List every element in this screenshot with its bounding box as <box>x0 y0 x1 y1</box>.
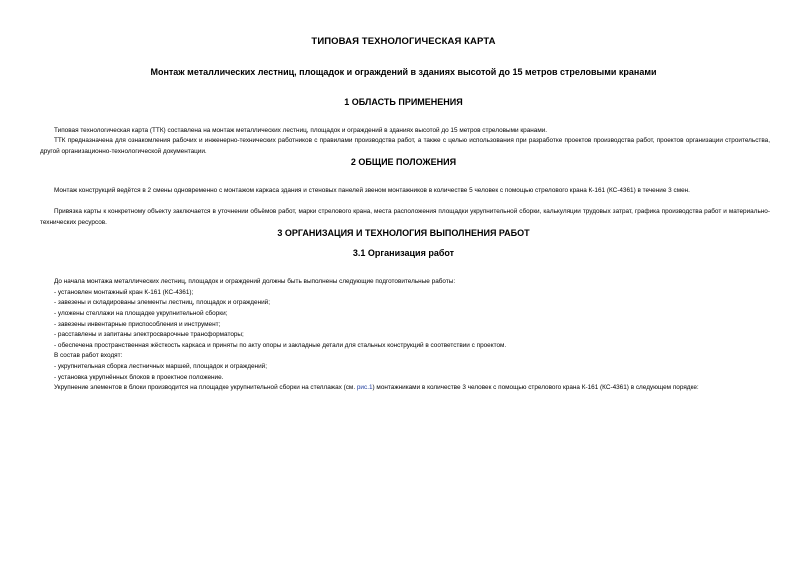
section-3-final-paragraph <box>40 383 770 394</box>
section-3-heading: 3 ОРГАНИЗАЦИЯ И ТЕХНОЛОГИЯ ВЫПОЛНЕНИЯ РАБОТ <box>277 228 530 238</box>
section-2-paragraph-1 <box>40 186 770 197</box>
document-subtitle: Монтаж металлических лестниц, площадок и ограждений в зданиях высотой до 15 метров стреловыми кранами <box>150 67 657 77</box>
prep-item: - завезены инвентарные приспособления и инструмент; <box>54 321 221 328</box>
section-1-heading: 1 ОБЛАСТЬ ПРИМЕНЕНИЯ <box>344 97 463 107</box>
figure-1-link[interactable]: рис.1 <box>356 384 373 391</box>
document-title: ТИПОВАЯ ТЕХНОЛОГИЧЕСКАЯ КАРТА <box>311 36 496 47</box>
prep-item: - расставлены и запитаны электросварочные трансформаторы; <box>54 331 244 338</box>
section-1-paragraph-2 <box>40 136 770 157</box>
prep-intro: До начала монтажа металлических лестниц, площадок и ограждений должны быть выполнены следующие подготовительные работы: <box>54 278 456 285</box>
final-paragraph-text-start: Укрупнение элементов в блоки производится на площадке укрупнительной сборки на стеллажах (см. <box>54 384 357 391</box>
prep-item: - установлен монтажный кран К-161 (КС-4361); <box>54 289 194 296</box>
prep-item: - обеспечена пространственная жёсткость каркаса и приняты по акту опоры и закладные детали для стальных конструкций в соответствии с проектом. <box>54 342 507 349</box>
section-2-paragraph-2-text: Привязка карты к конкретному объекту заключается в уточнении объёмов работ, марки стрелового крана, места расположения площадки укрупнительной сборки, калькуляции трудовых затрат, графика производства работ и материально-технических ресурсов. <box>40 208 770 226</box>
section-3-1-heading: 3.1 Организация работ <box>352 248 455 258</box>
prep-item: - уложены стеллажи на площадке укрупнительной сборки; <box>54 310 228 317</box>
section-2-paragraph-2 <box>40 207 770 228</box>
prep-item: - завезены и складированы элементы лестниц, площадок и ограждений; <box>54 299 271 306</box>
final-paragraph-text-end: ) монтажниками в количестве 3 человек с помощью стрелового крана К-161 (КС-4361) в следующем порядке: <box>372 384 699 391</box>
scope-label: В состав работ входят: <box>54 352 123 359</box>
section-2-paragraph-1-text: Монтаж конструкций ведётся в 2 смены одновременно с монтажом каркаса здания и стеновых панелей звеном монтажников в количестве 5 человек с помощью стрелового крана К-161 (КС-4361) в течение 3 смен. <box>54 187 690 194</box>
scope-item: - установка укрупнённых блоков в проектное положение. <box>54 374 224 381</box>
scope-item: - укрупнительная сборка лестничных маршей, площадок и ограждений; <box>54 363 267 370</box>
section-2-heading: 2 ОБЩИЕ ПОЛОЖЕНИЯ <box>350 157 457 167</box>
section-1-paragraph-2-text: ТТК предназначена для ознакомления рабочих и инженерно-технических работников с правилами производства работ, а также с целью использования при разработке проектов производства работ, проектов организации строительства, другой организационно-технологической документации. <box>40 137 770 155</box>
section-1-paragraph-1 <box>40 126 770 137</box>
section-1-paragraph-1-text: Типовая технологическая карта (ТТК) составлена на монтаж металлических лестниц, площадок и ограждений в зданиях высотой до 15 метров стреловыми кранами. <box>54 127 548 134</box>
